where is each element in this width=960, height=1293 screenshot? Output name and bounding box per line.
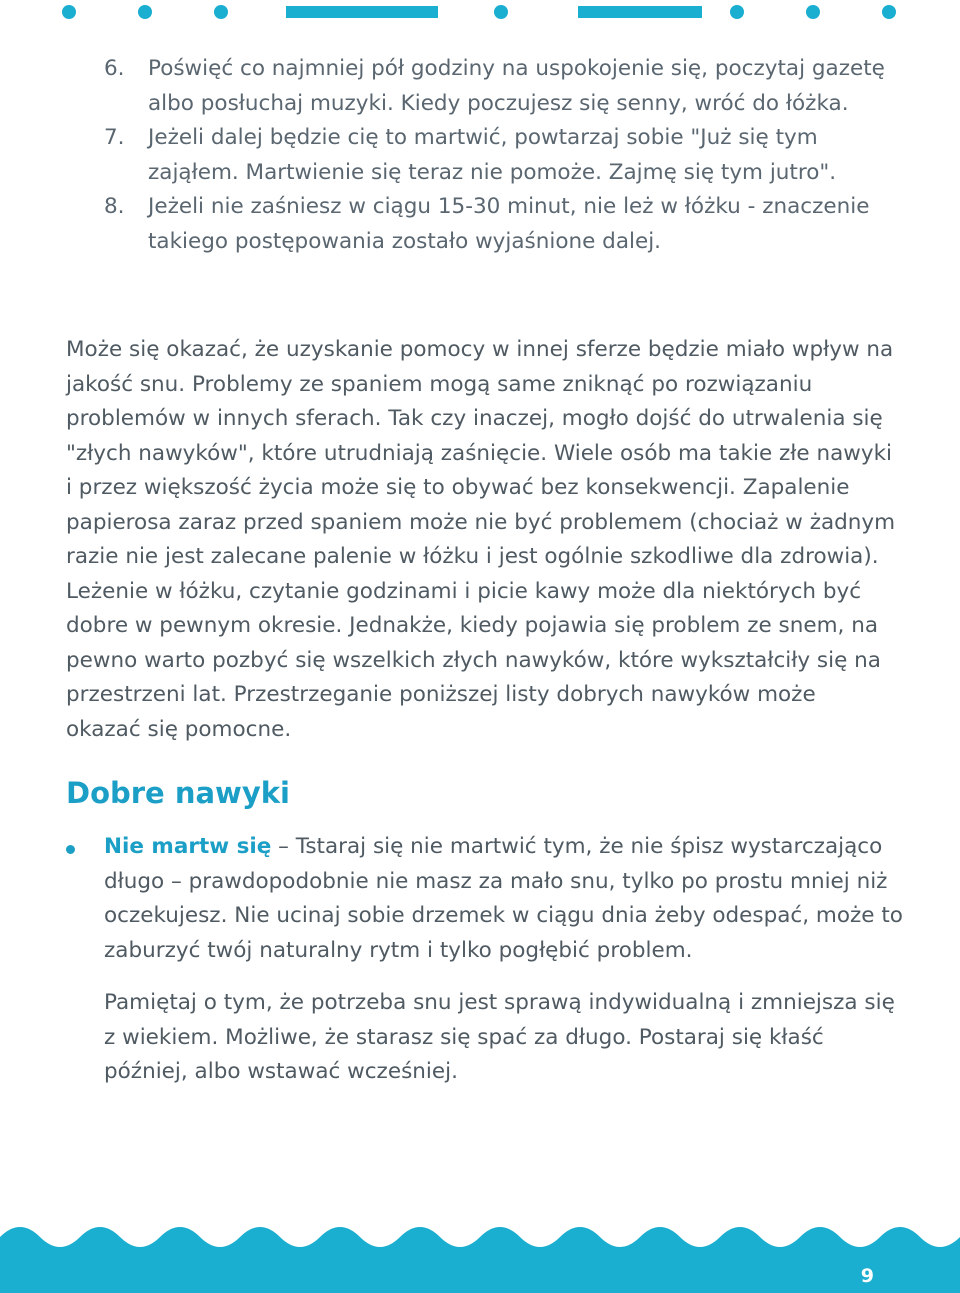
list-item (104, 190, 904, 259)
bullet-icon (66, 845, 75, 854)
bullet-lead: Nie martw się (104, 834, 272, 859)
decorative-dot (494, 5, 508, 19)
list-item-number: 6. (104, 56, 125, 81)
decorative-dot (806, 5, 820, 19)
list-item-text: Jeżeli dalej będzie cię to martwić, powtarzaj sobie "Już się tym zająłem. Martwienie się teraz nie pomoże. Zajmę się tym jutro". (148, 125, 837, 185)
section-heading: Dobre nawyki (66, 776, 290, 810)
list-item-text: Poświęć co najmniej pół godziny na uspokojenie się, poczytaj gazetę albo posłuchaj muzyki. Kiedy poczujesz się senny, wróć do łóżka. (148, 56, 885, 116)
decorative-dot (138, 5, 152, 19)
page-number: 9 (860, 1265, 874, 1287)
decorative-dot (62, 5, 76, 19)
bullet-item (66, 830, 906, 968)
bullet-text (104, 830, 906, 968)
bullet-body: – Tstaraj się nie martwić tym, że nie śpisz wystarczająco długo – prawdopodobnie nie masz za mało snu, tylko po prostu mniej niż oczekujesz. Nie ucinaj sobie drzemek w ciągu dnia żeby odespać, może to zaburzyć twój naturalny rytm i tylko pogłębić problem. (104, 834, 903, 963)
list-item (104, 121, 904, 190)
list-item-number: 8. (104, 194, 125, 219)
body-paragraph: Może się okazać, że uzyskanie pomocy w innej sferze będzie miało wpływ na jakość snu. Problemy ze spaniem mogą same zniknąć po rozwiązaniu problemów w innych sferach. Tak czy inaczej, mogło dojść do utrwalenia się "złych nawyków", które utrudniają zaśnięcie. Wiele osób ma takie złe nawyki i przez większość życia może się to obywać bez konsekwencji. Zapalenie papierosa zaraz przed spaniem może nie być problemem (chociaż w żadnym razie nie jest zalecane palenie w łóżku i jest ogólnie szkodliwe dla zdrowia). Leżenie w łóżku, czytanie godzinami i picie kawy może dla niektórych być dobre w pewnym okresie. Jednakże, kiedy pojawia się problem ze snem, na pewno warto pozbyć się wszelkich złych nawyków, które wykształciły się na przestrzeni lat. Przestrzeganie poniższej listy dobrych nawyków może okazać się pomocne. (66, 337, 896, 742)
wave-footer (0, 1213, 960, 1293)
decorative-dot (882, 5, 896, 19)
decorative-dot (730, 5, 744, 19)
body-paragraph-2: Pamiętaj o tym, że potrzeba snu jest sprawą indywidualną i zmniejsza się z wiekiem. Możliwe, że starasz się spać za długo. Postaraj się kłaść później, albo wstawać wcześniej. (104, 990, 895, 1084)
list-item (104, 52, 904, 121)
top-decoration (0, 0, 960, 24)
numbered-list (104, 52, 904, 259)
decorative-bar (286, 6, 438, 18)
decorative-dot (214, 5, 228, 19)
decorative-bar (578, 6, 702, 18)
list-item-number: 7. (104, 125, 125, 150)
list-item-text: Jeżeli nie zaśniesz w ciągu 15-30 minut, nie leż w łóżku - znaczenie takiego postępowania zostało wyjaśnione dalej. (148, 194, 870, 254)
